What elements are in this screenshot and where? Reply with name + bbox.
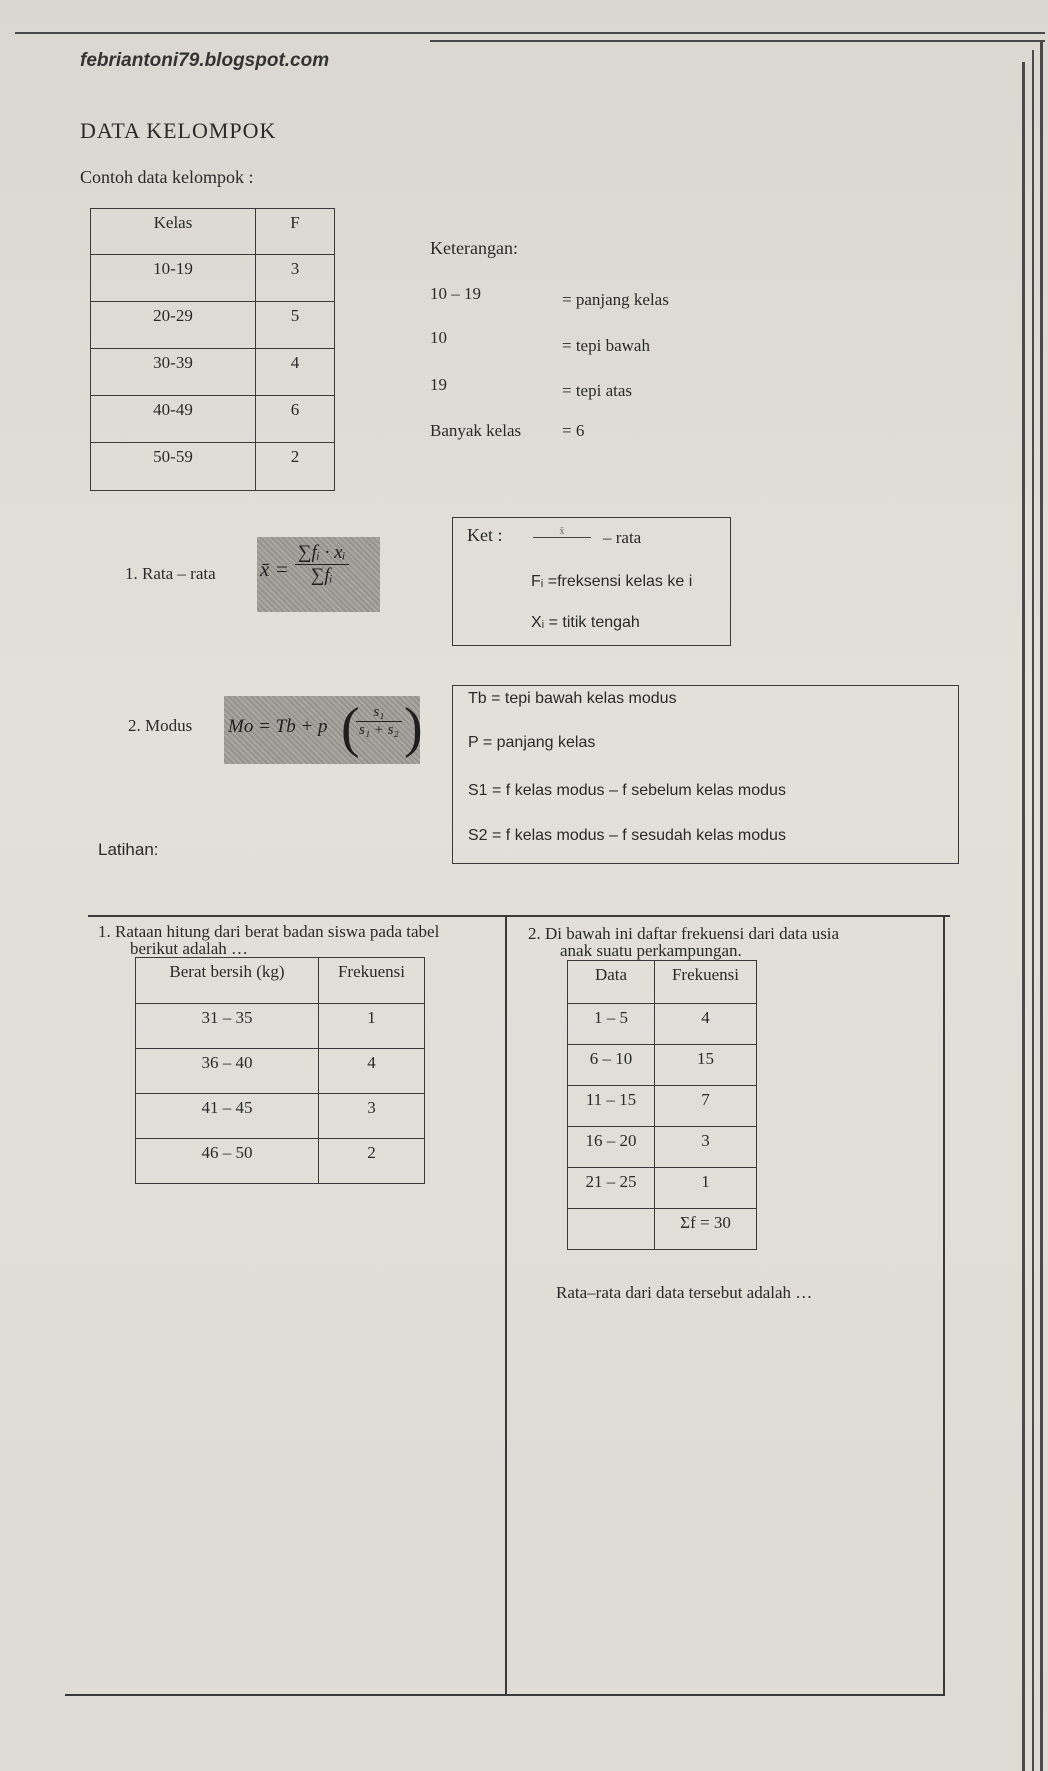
table-row <box>568 1004 757 1045</box>
latihan-bottom-border <box>65 1694 945 1696</box>
keterangan-term: 10 <box>430 328 447 347</box>
q2-table-header: Frekuensi <box>655 961 757 1004</box>
q2-table <box>567 960 757 1250</box>
mode-formula-denominator: s₁ + s₂ <box>359 722 399 738</box>
keterangan-desc: = tepi atas <box>562 381 633 400</box>
example-table-header: F <box>256 209 335 255</box>
q1-table <box>135 957 425 1184</box>
table-cell: 20-29 <box>91 302 256 349</box>
mode-ket-item: S1 = f kelas modus – f sebelum kelas modus <box>468 782 786 799</box>
table-cell: 21 – 25 <box>568 1168 655 1209</box>
table-cell: 16 – 20 <box>568 1127 655 1168</box>
table-cell: 36 – 40 <box>136 1049 319 1094</box>
mode-ket-item: S2 = f kelas modus – f sesudah kelas modus <box>468 827 786 844</box>
table-cell: 1 <box>319 1004 425 1049</box>
mean-ket-title: Ket : <box>467 525 503 545</box>
table-cell: 6 <box>256 396 335 443</box>
table-cell: 46 – 50 <box>136 1139 319 1184</box>
table-row <box>91 443 335 491</box>
table-cell: 11 – 15 <box>568 1086 655 1127</box>
site-url: febriantoni79.blogspot.com <box>80 50 330 71</box>
table-cell: 4 <box>319 1049 425 1094</box>
keterangan-desc: = 6 <box>562 421 585 440</box>
keterangan-term: 19 <box>430 375 447 394</box>
example-table-header: Kelas <box>91 209 256 255</box>
mean-ket-xi: Xᵢ = titik tengah <box>531 614 640 631</box>
q2-question: Rata–rata dari data tersebut adalah … <box>556 1283 813 1302</box>
keterangan-desc: = panjang kelas <box>562 290 669 309</box>
table-cell: 10-19 <box>91 255 256 302</box>
mean-formula-fraction <box>295 542 349 587</box>
latihan-middle-divider <box>505 915 507 1695</box>
table-row <box>568 1209 757 1250</box>
table-cell: 1 – 5 <box>568 1004 655 1045</box>
table-cell: 30-39 <box>91 349 256 396</box>
q2-total-cell: Σf = 30 <box>655 1209 757 1250</box>
mode-ket-item: Tb = tepi bawah kelas modus <box>468 690 677 707</box>
mode-formula <box>224 696 423 764</box>
mean-formula-denominator: ∑fᵢ <box>310 565 333 586</box>
table-row <box>91 302 335 349</box>
table-cell: 4 <box>655 1004 757 1045</box>
mean-ket-box <box>452 517 731 646</box>
mode-label: 2. Modus <box>128 716 193 735</box>
mean-ket-xbar: x̄ <box>533 526 591 538</box>
example-label: Contoh data kelompok : <box>80 167 254 187</box>
table-row <box>568 1045 757 1086</box>
mode-ket-item: P = panjang kelas <box>468 734 596 751</box>
q2-text-line1: 2. Di bawah ini daftar frekuensi dari data usia <box>528 924 840 943</box>
table-row <box>91 396 335 443</box>
q2-text-line2: anak suatu perkampungan. <box>560 941 742 960</box>
table-cell: 40-49 <box>91 396 256 443</box>
q1-table-header: Frekuensi <box>319 958 425 1004</box>
mode-formula-fraction <box>356 704 402 739</box>
table-row <box>136 1139 425 1184</box>
table-row <box>136 1004 425 1049</box>
keterangan-desc: = tepi bawah <box>562 336 650 355</box>
table-cell: 15 <box>655 1045 757 1086</box>
table-row <box>568 1127 757 1168</box>
mean-formula-lhs: x̄ = <box>260 557 289 581</box>
mode-formula-numerator: s₁ <box>356 704 402 722</box>
table-cell: 41 – 45 <box>136 1094 319 1139</box>
table-cell: 3 <box>256 255 335 302</box>
latihan-title: Latihan: <box>98 840 159 859</box>
q1-table-header: Berat bersih (kg) <box>136 958 319 1004</box>
table-cell: 3 <box>319 1094 425 1139</box>
table-cell: 2 <box>319 1139 425 1184</box>
keterangan-term: 10 – 19 <box>430 284 481 303</box>
table-cell: 7 <box>655 1086 757 1127</box>
table-cell: 3 <box>655 1127 757 1168</box>
table-row <box>91 349 335 396</box>
example-table <box>90 208 335 491</box>
q1-text-line2: berikut adalah … <box>130 939 249 958</box>
table-row <box>136 1049 425 1094</box>
latihan-top-border <box>88 915 950 917</box>
mode-formula-left-paren: ( <box>341 697 360 759</box>
mode-formula-lhs: Mo = Tb + p <box>228 716 328 737</box>
table-cell: 50-59 <box>91 443 256 491</box>
table-row <box>136 1094 425 1139</box>
keterangan-title: Keterangan: <box>430 238 518 258</box>
mode-formula-right-paren: ) <box>404 697 423 759</box>
table-cell <box>568 1209 655 1250</box>
table-row <box>568 1086 757 1127</box>
mean-ket-xbar-desc: – rata <box>603 528 642 547</box>
table-cell: 6 – 10 <box>568 1045 655 1086</box>
table-cell: 5 <box>256 302 335 349</box>
table-cell: 2 <box>256 443 335 491</box>
mode-ket-box <box>452 685 959 864</box>
table-row <box>568 1168 757 1209</box>
table-cell: 4 <box>256 349 335 396</box>
table-cell: 31 – 35 <box>136 1004 319 1049</box>
keterangan-term: Banyak kelas <box>430 421 522 440</box>
table-row <box>91 255 335 302</box>
mean-formula <box>257 537 380 612</box>
latihan-right-border <box>943 915 945 1695</box>
mean-formula-numerator: ∑fᵢ · xᵢ <box>295 542 349 565</box>
q1-text-line1: 1. Rataan hitung dari berat badan siswa pada tabel <box>98 922 440 941</box>
table-cell: 1 <box>655 1168 757 1209</box>
mean-label: 1. Rata – rata <box>125 564 216 583</box>
page-title: DATA KELOMPOK <box>80 118 277 143</box>
q2-table-header: Data <box>568 961 655 1004</box>
mean-ket-fi: Fᵢ =freksensi kelas ke i <box>531 573 693 590</box>
